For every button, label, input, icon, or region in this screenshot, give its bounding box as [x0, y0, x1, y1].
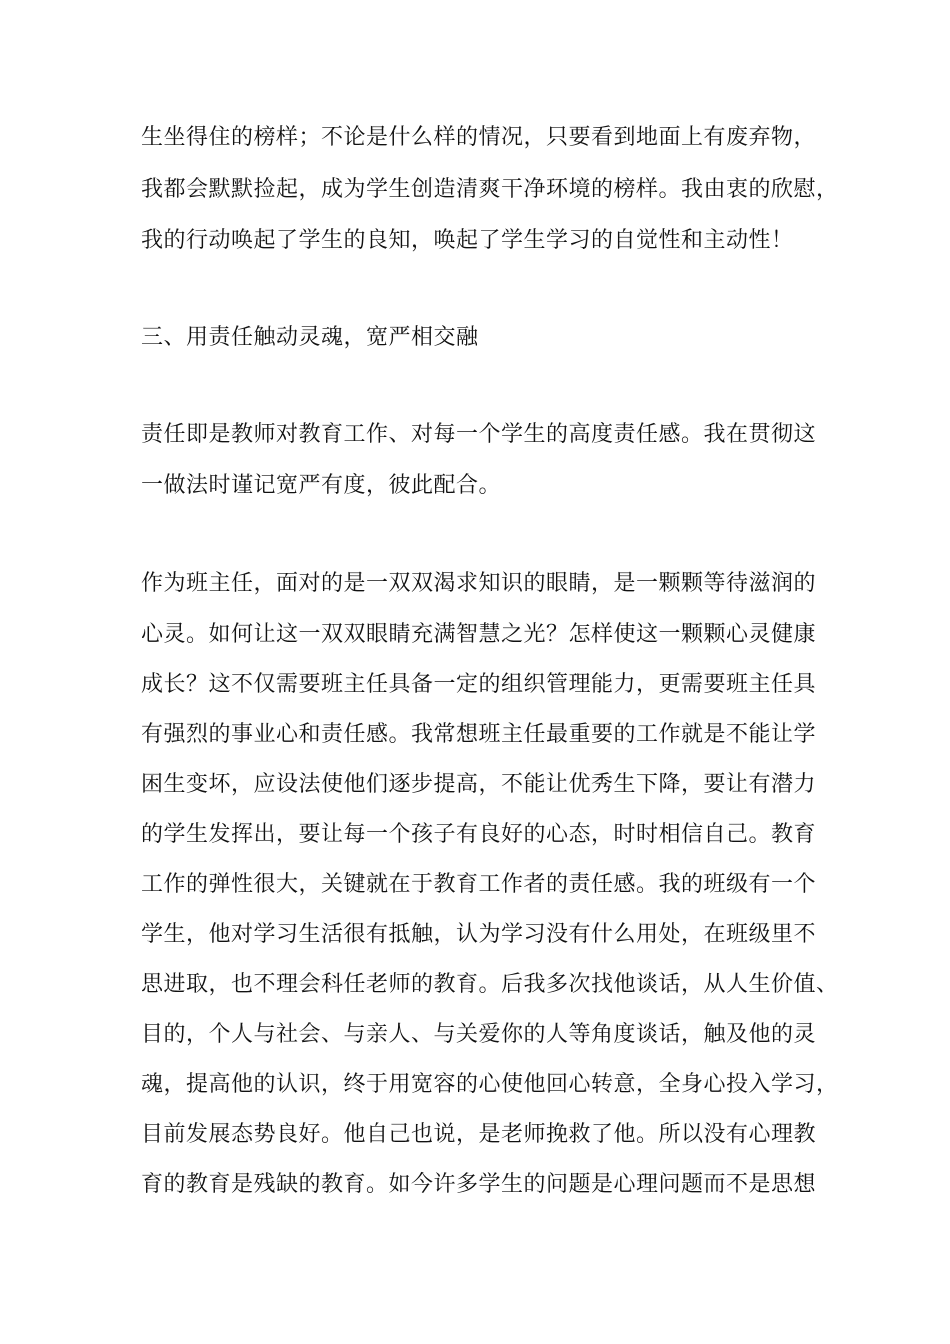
paragraph-line: 作为班主任，面对的是一双双渴求知识的眼睛，是一颗颗等待滋润的: [141, 571, 817, 596]
paragraph-line: 目的，个人与社会、与亲人、与关爱你的人等角度谈话，触及他的灵: [141, 1022, 817, 1047]
paragraph-line: 思进取，也不理会科任老师的教育。后我多次找他谈话，从人生价值、: [141, 972, 839, 997]
paragraph-line: 学生，他对学习生活很有抵触，认为学习没有什么用处，在班级里不: [141, 922, 817, 947]
paragraph-line: 我都会默默捡起，成为学生创造清爽干净环境的榜样。我由衷的欣慰，: [141, 177, 839, 202]
paragraph-line: 困生变坏，应设法使他们逐步提高，不能让优秀生下降，要让有潜力: [141, 772, 817, 797]
paragraph-line: 心灵。如何让这一双双眼睛充满智慧之光？怎样使这一颗颗心灵健康: [141, 622, 817, 647]
paragraph-line: 工作的弹性很大，关键就在于教育工作者的责任感。我的班级有一个: [141, 872, 817, 897]
paragraph-line: 责任即是教师对教育工作、对每一个学生的高度责任感。我在贯彻这: [141, 422, 817, 447]
paragraph-line: 魂，提高他的认识，终于用宽容的心使他回心转意，全身心投入学习，: [141, 1072, 839, 1097]
section-heading: 三、用责任触动灵魂，宽严相交融: [141, 325, 479, 350]
paragraph-line: 目前发展态势良好。他自己也说，是老师挽救了他。所以没有心理教: [141, 1122, 817, 1147]
paragraph-line: 的学生发挥出，要让每一个孩子有良好的心态，时时相信自己。教育: [141, 822, 817, 847]
paragraph-line: 育的教育是残缺的教育。如今许多学生的问题是心理问题而不是思想: [141, 1172, 817, 1197]
paragraph-line: 我的行动唤起了学生的良知，唤起了学生学习的自觉性和主动性！: [141, 228, 794, 253]
paragraph-line: 有强烈的事业心和责任感。我常想班主任最重要的工作就是不能让学: [141, 722, 817, 747]
paragraph-line: 生坐得住的榜样；不论是什么样的情况，只要看到地面上有废弃物，: [141, 125, 817, 150]
paragraph-line: 成长？这不仅需要班主任具备一定的组织管理能力，更需要班主任具: [141, 672, 817, 697]
paragraph-line: 一做法时谨记宽严有度，彼此配合。: [141, 473, 502, 498]
